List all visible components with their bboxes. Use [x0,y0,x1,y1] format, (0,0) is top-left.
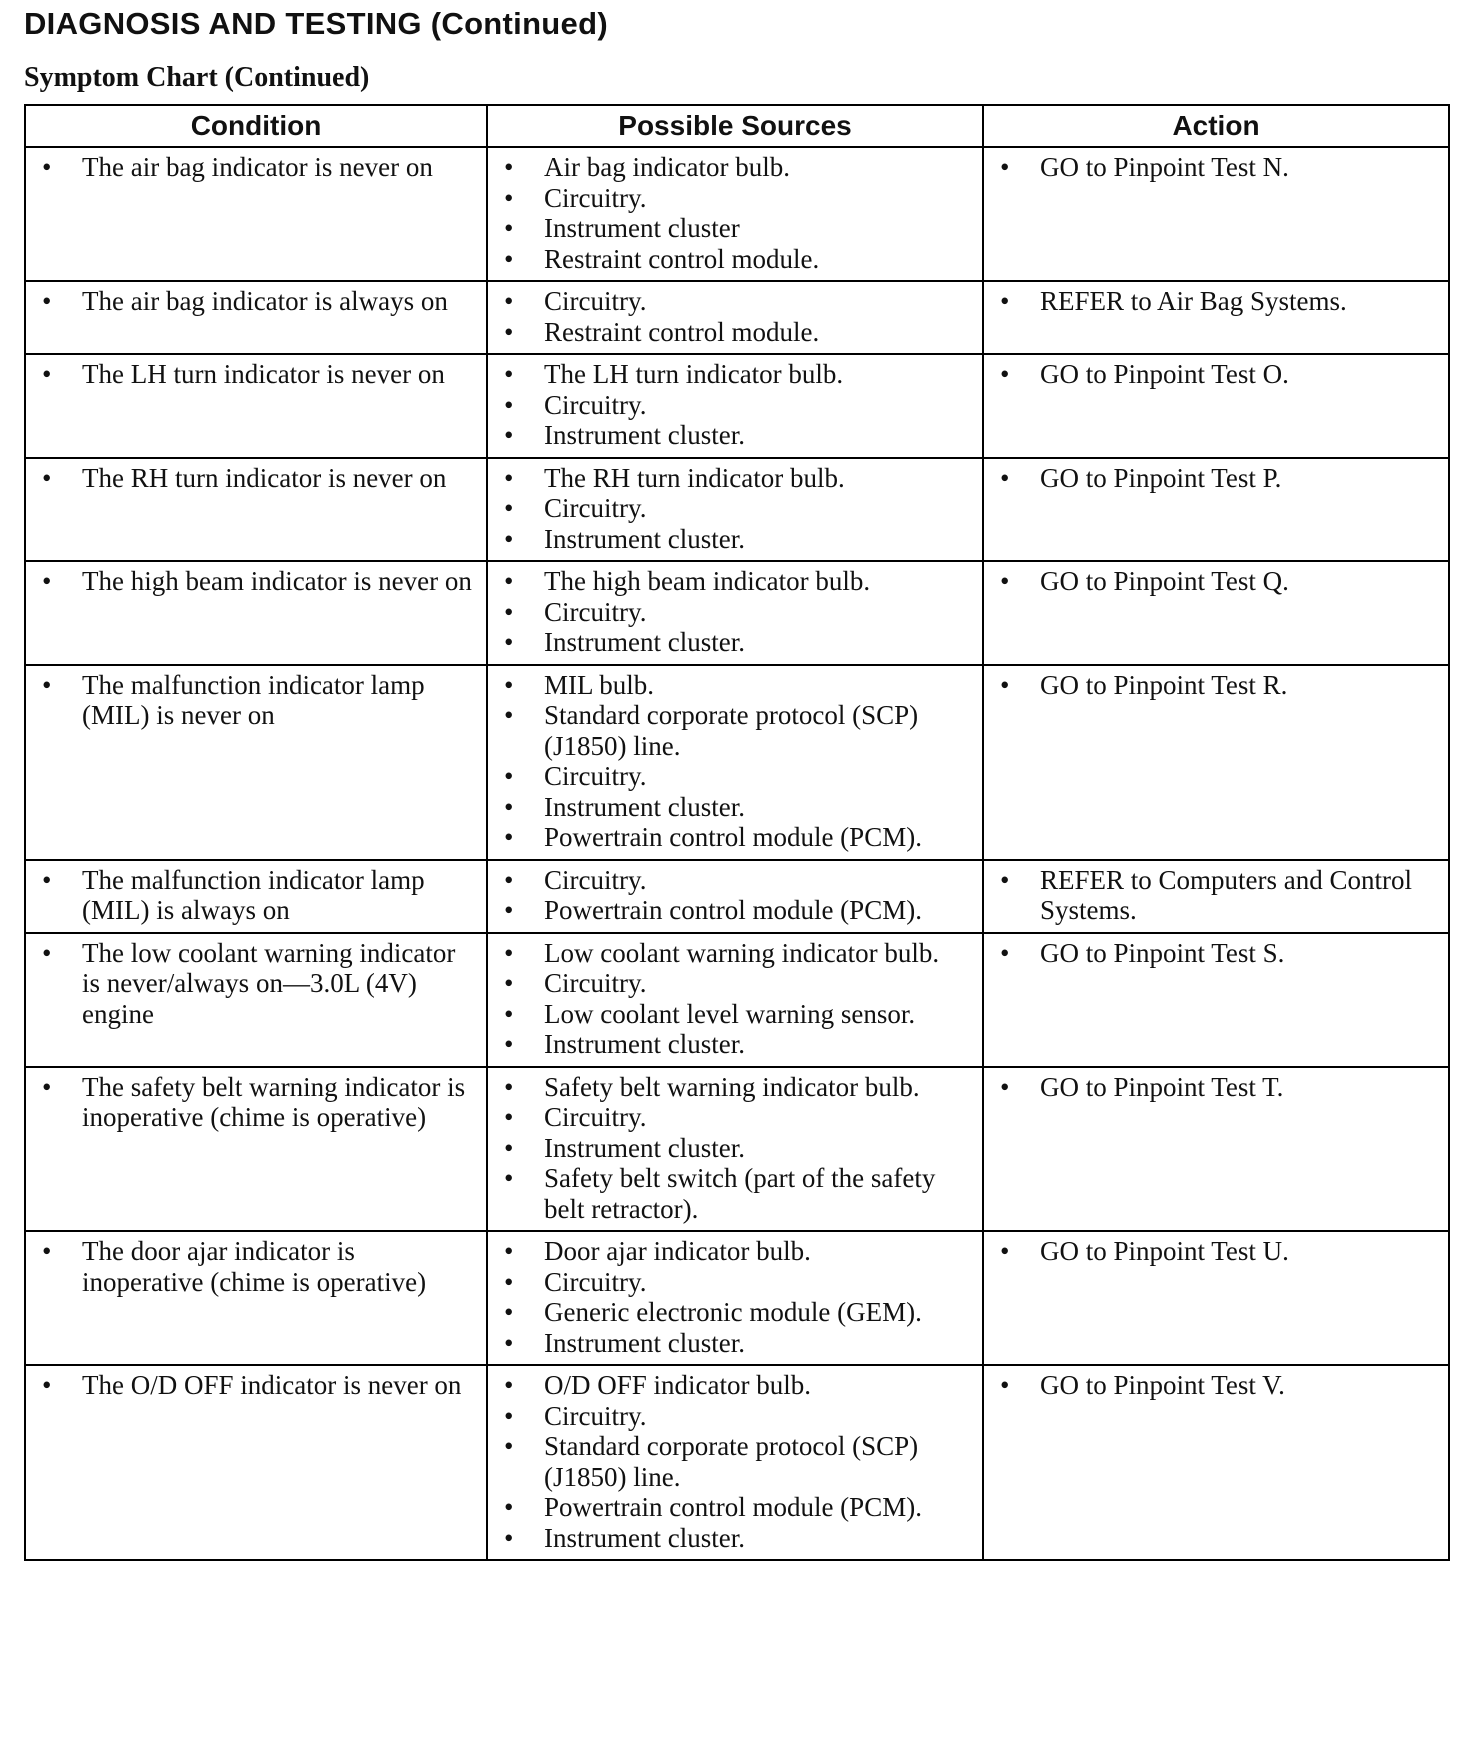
bullet-list [34,938,478,1030]
list-item [496,1267,974,1298]
bullet-icon: • [504,1236,514,1266]
bullet-list [34,670,478,731]
list-item [992,865,1440,926]
table-row [25,1067,1449,1232]
bullet-icon: • [504,1327,514,1358]
source-item: Instrument cluster. [544,627,745,657]
action-cell [983,1365,1449,1560]
condition-cell [25,1231,487,1365]
action-cell [983,281,1449,354]
column-header-possible-sources: Possible Sources [487,105,983,147]
action-cell [983,354,1449,458]
bullet-list [992,670,1440,701]
source-item: Circuitry. [544,968,647,998]
bullet-list [34,463,478,494]
list-item [34,286,478,317]
source-item: Circuitry. [544,864,647,895]
action-cell [983,933,1449,1067]
source-item: Low coolant level warning sensor. [544,998,916,1029]
bullet-list [496,359,974,451]
action-item: REFER to Air Bag Systems. [1040,286,1347,316]
condition-cell [25,458,487,562]
list-item [34,1072,478,1133]
bullet-list [34,359,478,390]
bullet-icon: • [42,864,52,895]
bullet-list [496,1236,974,1358]
list-item [992,152,1440,183]
condition-item: The air bag indicator is never on [82,152,433,182]
list-item [496,938,974,969]
source-item: Restraint control module. [544,316,820,347]
source-item: Standard corporate protocol (SCP) (J1850) line. [544,700,919,761]
source-item: The high beam indicator bulb. [544,566,871,596]
list-item [496,597,974,628]
table-row [25,933,1449,1067]
list-item [992,463,1440,494]
bullet-icon: • [42,359,52,389]
bullet-list [992,286,1440,317]
bullet-icon: • [504,462,514,493]
list-item [34,1370,478,1401]
source-item: Instrument cluster. [544,420,745,450]
condition-cell [25,281,487,354]
bullet-list [496,1370,974,1553]
source-item: Air bag indicator bulb. [544,152,790,182]
bullet-list [496,286,974,347]
bullet-list [992,463,1440,494]
source-item: Circuitry. [544,493,647,523]
condition-cell [25,665,487,860]
table-row [25,561,1449,665]
source-item: Instrument cluster. [544,791,745,822]
bullet-icon: • [504,627,514,657]
source-item: Instrument cluster. [544,1327,745,1358]
bullet-icon: • [42,566,52,596]
condition-cell [25,354,487,458]
bullet-icon: • [504,389,514,420]
bullet-icon: • [504,359,514,389]
condition-item: The LH turn indicator is never on [82,359,445,389]
action-item: GO to Pinpoint Test Q. [1040,566,1289,596]
bullet-icon: • [504,1431,514,1461]
condition-cell [25,147,487,281]
bullet-icon: • [504,1132,514,1163]
list-item [496,493,974,524]
possible-sources-cell [487,147,983,281]
section-title: DIAGNOSIS AND TESTING (Continued) [24,6,608,41]
bullet-icon: • [42,669,52,700]
table-header-row [25,105,1449,147]
bullet-icon: • [504,968,514,998]
bullet-icon: • [1000,152,1010,182]
list-item [496,865,974,896]
bullet-icon: • [504,1370,514,1400]
action-item: GO to Pinpoint Test O. [1040,359,1289,389]
list-item [496,792,974,823]
list-item [34,463,478,494]
list-item [496,1236,974,1267]
possible-sources-cell [487,860,983,933]
bullet-icon: • [504,791,514,822]
list-item [992,359,1440,390]
bullet-list [496,938,974,1060]
bullet-list [992,938,1440,969]
source-item: Instrument cluster. [544,1132,745,1163]
condition-cell [25,1067,487,1232]
bullet-list [496,463,974,555]
list-item [34,359,478,390]
bullet-icon: • [504,493,514,523]
bullet-icon: • [504,566,514,596]
condition-cell [25,1365,487,1560]
action-item: GO to Pinpoint Test S. [1040,937,1285,968]
bullet-icon: • [504,243,514,274]
possible-sources-cell [487,354,983,458]
bullet-list [496,670,974,853]
action-item: GO to Pinpoint Test U. [1040,1236,1289,1266]
bullet-icon: • [504,1492,514,1522]
bullet-icon: • [504,316,514,347]
list-item [496,1523,974,1554]
condition-cell [25,561,487,665]
possible-sources-cell [487,561,983,665]
bullet-icon: • [504,1522,514,1553]
list-item [34,938,478,1030]
bullet-icon: • [504,1071,514,1102]
bullet-icon: • [42,937,52,968]
bullet-icon: • [1000,1236,1010,1266]
bullet-icon: • [1000,1071,1010,1102]
source-item: Circuitry. [544,1400,647,1431]
table-row [25,1231,1449,1365]
bullet-list [992,152,1440,183]
bullet-icon: • [42,152,52,182]
list-item [34,566,478,597]
source-item: Circuitry. [544,286,647,316]
list-item [34,865,478,926]
table-row [25,860,1449,933]
possible-sources-cell [487,665,983,860]
bullet-list [992,566,1440,597]
list-item [496,968,974,999]
bullet-icon: • [504,700,514,730]
source-item: Standard corporate protocol (SCP) (J1850) line. [544,1431,919,1492]
list-item [496,1163,974,1224]
bullet-list [496,566,974,658]
table-row [25,458,1449,562]
action-cell [983,561,1449,665]
bullet-icon: • [1000,864,1010,895]
bullet-icon: • [1000,462,1010,493]
bullet-icon: • [504,1297,514,1327]
bullet-icon: • [42,1236,52,1266]
bullet-icon: • [1000,566,1010,596]
bullet-list [34,286,478,317]
bullet-icon: • [1000,937,1010,968]
bullet-icon: • [504,937,514,968]
source-item: Door ajar indicator bulb. [544,1236,811,1266]
bullet-icon: • [504,420,514,450]
list-item [992,286,1440,317]
bullet-list [496,865,974,926]
bullet-icon: • [504,761,514,791]
bullet-list [992,359,1440,390]
bullet-icon: • [1000,286,1010,316]
bullet-icon: • [504,1163,514,1193]
possible-sources-cell [487,1365,983,1560]
source-item: The LH turn indicator bulb. [544,359,844,389]
source-item: Safety belt switch (part of the safety belt retractor). [544,1163,936,1224]
list-item [34,670,478,731]
list-item [496,1297,974,1328]
bullet-icon: • [504,523,514,554]
list-item [496,1492,974,1523]
list-item [496,1370,974,1401]
list-item [496,1102,974,1133]
source-item: O/D OFF indicator bulb. [544,1370,811,1400]
table-row [25,354,1449,458]
source-item: Circuitry. [544,182,647,213]
list-item [496,566,974,597]
action-cell [983,147,1449,281]
list-item [992,1370,1440,1401]
source-item: Circuitry. [544,596,647,627]
list-item [496,1029,974,1060]
bullet-list [34,1072,478,1133]
source-item: The RH turn indicator bulb. [544,462,845,493]
table-body [25,147,1449,1560]
possible-sources-cell [487,1067,983,1232]
bullet-icon: • [504,998,514,1029]
source-item: Low coolant warning indicator bulb. [544,937,940,968]
table-row [25,1365,1449,1560]
bullet-icon: • [504,596,514,627]
list-item [496,463,974,494]
list-item [496,700,974,761]
action-cell [983,1067,1449,1232]
condition-item: The door ajar indicator is inoperative (chime is operative) [82,1236,427,1297]
list-item [992,1072,1440,1103]
bullet-icon: • [504,895,514,925]
source-item: Restraint control module. [544,243,820,274]
source-item: Circuitry. [544,1102,647,1132]
source-item: Instrument cluster [544,213,740,243]
bullet-list [496,152,974,274]
source-item: Generic electronic module (GEM). [544,1297,922,1327]
bullet-icon: • [42,286,52,316]
source-item: Safety belt warning indicator bulb. [544,1071,920,1102]
list-item [992,566,1440,597]
action-cell [983,860,1449,933]
source-item: Instrument cluster. [544,1522,745,1553]
list-item [496,359,974,390]
source-item: Powertrain control module (PCM). [544,1492,922,1522]
condition-item: The safety belt warning indicator is inoperative (chime is operative) [82,1071,466,1132]
bullet-icon: • [504,669,514,700]
list-item [34,1236,478,1297]
list-item [496,822,974,853]
bullet-list [34,1370,478,1401]
condition-cell [25,933,487,1067]
source-item: Powertrain control module (PCM). [544,895,922,925]
bullet-list [992,865,1440,926]
bullet-list [992,1236,1440,1267]
condition-item: The malfunction indicator lamp (MIL) is never on [82,669,425,730]
condition-item: The high beam indicator is never on [82,566,472,596]
column-header-condition: Condition [25,105,487,147]
action-cell [983,665,1449,860]
bullet-icon: • [1000,669,1010,700]
symptom-chart-table [24,104,1450,1561]
list-item [496,1133,974,1164]
bullet-list [34,566,478,597]
list-item [496,244,974,275]
source-item: Circuitry. [544,389,647,420]
list-item [992,670,1440,701]
action-item: GO to Pinpoint Test P. [1040,462,1282,493]
list-item [496,286,974,317]
list-item [496,183,974,214]
bullet-icon: • [504,286,514,316]
list-item [34,152,478,183]
table-row [25,281,1449,354]
condition-item: The low coolant warning indicator is never/always on—3.0L (4V) engine [82,937,456,1029]
possible-sources-cell [487,458,983,562]
bullet-list [992,1072,1440,1103]
condition-item: The O/D OFF indicator is never on [82,1370,462,1400]
source-item: Powertrain control module (PCM). [544,822,922,852]
source-item: Circuitry. [544,1266,647,1297]
bullet-icon: • [1000,1370,1010,1400]
list-item [496,1072,974,1103]
table-row [25,147,1449,281]
list-item [496,1328,974,1359]
bullet-icon: • [504,213,514,243]
bullet-icon: • [504,1029,514,1059]
list-item [496,627,974,658]
list-item [496,524,974,555]
condition-cell [25,860,487,933]
bullet-icon: • [42,462,52,493]
list-item [496,1431,974,1492]
list-item [992,938,1440,969]
condition-item: The air bag indicator is always on [82,286,448,316]
list-item [496,761,974,792]
list-item [496,670,974,701]
list-item [992,1236,1440,1267]
bullet-icon: • [504,152,514,182]
bullet-list [34,865,478,926]
list-item [496,152,974,183]
source-item: Circuitry. [544,761,647,791]
list-item [496,420,974,451]
bullet-icon: • [42,1370,52,1400]
possible-sources-cell [487,933,983,1067]
bullet-icon: • [504,822,514,852]
action-cell [983,1231,1449,1365]
bullet-list [34,152,478,183]
bullet-list [34,1236,478,1297]
chart-title: Symptom Chart (Continued) [24,62,370,93]
source-item: MIL bulb. [544,669,654,700]
possible-sources-cell [487,281,983,354]
bullet-icon: • [1000,359,1010,389]
bullet-icon: • [42,1071,52,1102]
bullet-icon: • [504,1266,514,1297]
action-item: GO to Pinpoint Test T. [1040,1071,1284,1102]
action-item: REFER to Computers and Control Systems. [1040,864,1413,925]
list-item [496,999,974,1030]
bullet-icon: • [504,864,514,895]
list-item [496,895,974,926]
action-cell [983,458,1449,562]
list-item [496,317,974,348]
action-item: GO to Pinpoint Test V. [1040,1370,1285,1400]
list-item [496,1401,974,1432]
condition-item: The RH turn indicator is never on [82,462,447,493]
possible-sources-cell [487,1231,983,1365]
list-item [496,390,974,421]
source-item: Instrument cluster. [544,1029,745,1059]
bullet-icon: • [504,1102,514,1132]
action-item: GO to Pinpoint Test N. [1040,152,1289,182]
bullet-list [992,1370,1440,1401]
bullet-icon: • [504,182,514,213]
list-item [496,213,974,244]
action-item: GO to Pinpoint Test R. [1040,669,1288,700]
column-header-action: Action [983,105,1449,147]
table-row [25,665,1449,860]
bullet-icon: • [504,1400,514,1431]
bullet-list [496,1072,974,1225]
source-item: Instrument cluster. [544,523,745,554]
condition-item: The malfunction indicator lamp (MIL) is always on [82,864,425,925]
